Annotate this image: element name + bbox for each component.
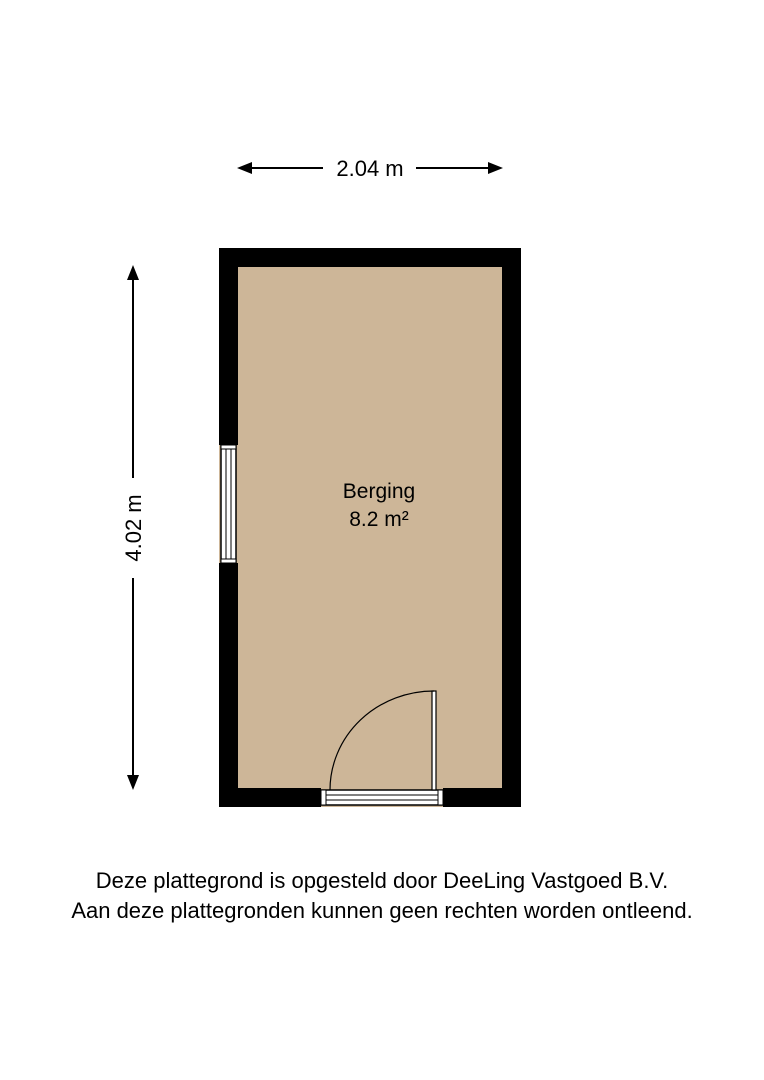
room-area: 8.2 m² (349, 508, 409, 531)
wall-bottom-right (443, 788, 521, 807)
room-name: Berging (342, 480, 416, 503)
height-arrow-bottom (127, 775, 139, 790)
disclaimer-line-2: Aan deze plattegronden kunnen geen rechten worden ontleend. (71, 898, 693, 923)
wall-bottom-left (219, 788, 321, 807)
height-dimension (121, 265, 146, 790)
height-label: 4.02 m (121, 494, 146, 562)
width-arrow-left (237, 162, 252, 174)
width-dimension (237, 156, 503, 181)
width-label: 2.04 m (336, 156, 404, 181)
wall-left-lower (219, 563, 238, 807)
disclaimer-line-1: Deze plattegrond is opgesteld door DeeLing Vastgoed B.V. (95, 868, 669, 893)
window-left (221, 445, 236, 563)
door-threshold (321, 790, 443, 805)
room-berging (219, 248, 521, 807)
wall-right (502, 248, 521, 807)
width-arrow-right (488, 162, 503, 174)
wall-top (219, 248, 521, 267)
height-arrow-top (127, 265, 139, 280)
wall-left-upper (219, 248, 238, 445)
door-leaf (432, 691, 436, 790)
